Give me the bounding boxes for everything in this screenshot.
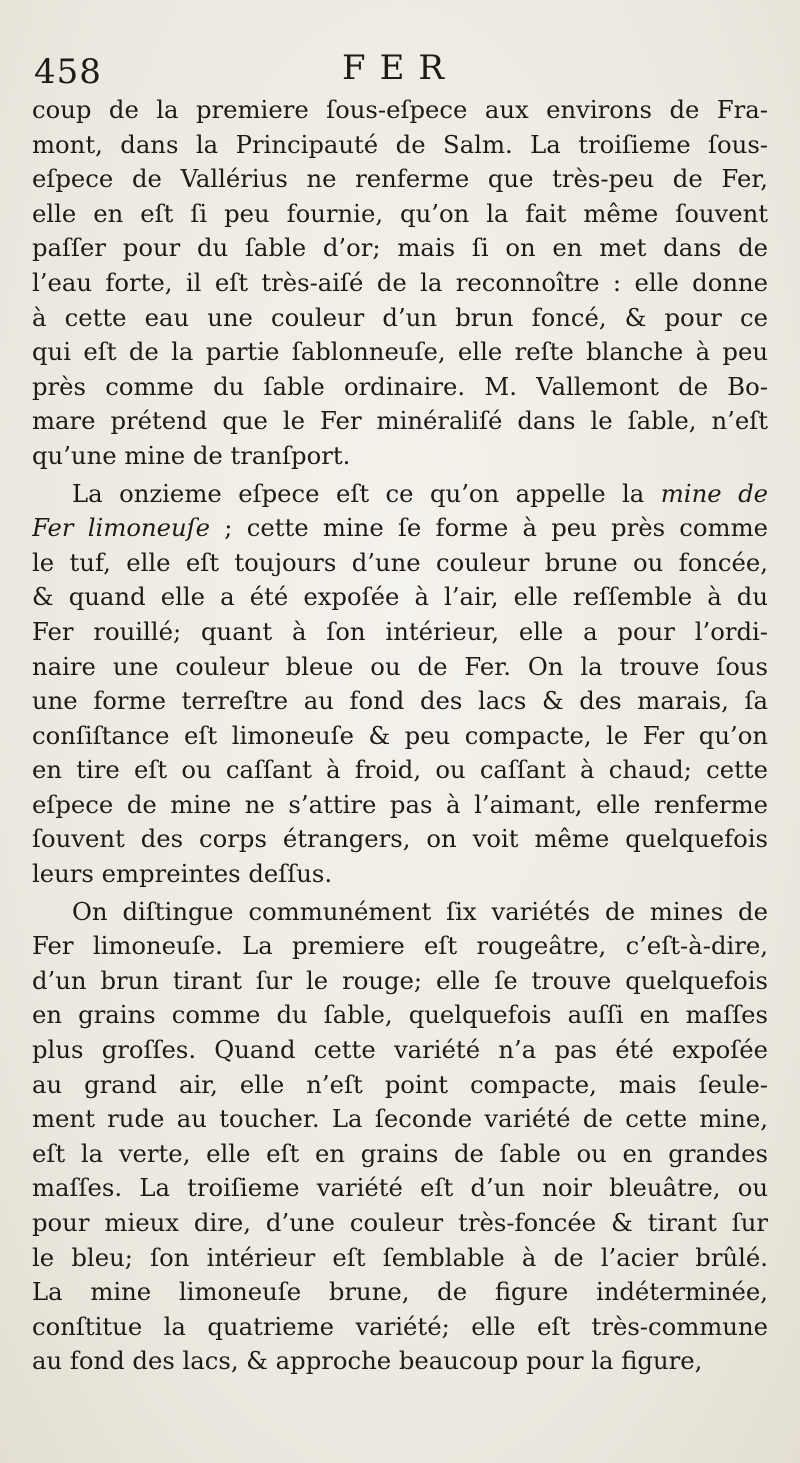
paragraph — [32, 895, 768, 1379]
text-segment: conſtitue la quatrieme variété; elle eſt très-commune — [32, 1311, 768, 1341]
text-line — [32, 719, 768, 754]
italic-text: Fer limoneuſe — [32, 513, 211, 543]
text-segment: leurs empreintes deſſus. — [32, 859, 333, 889]
italic-text: mine de — [660, 478, 768, 508]
body-text — [32, 93, 768, 1379]
text-line — [32, 650, 768, 685]
text-segment: à cette eau une couleur d’un brun foncé, & pour ce — [32, 302, 768, 332]
text-line — [32, 1033, 768, 1068]
text-segment: paſſer pour du ſable d’or; mais ſi on en met dans de — [32, 233, 768, 263]
running-head: FER — [341, 48, 458, 88]
text-line — [32, 370, 768, 405]
text-segment: le bleu; ſon intérieur eſt ſemblable à de l’acier brûlé. — [32, 1242, 768, 1272]
text-segment: ; cette mine ſe forme à peu près comme — [210, 513, 768, 543]
page-number: 458 — [34, 52, 102, 92]
text-segment: & quand elle a été expoſée à l’air, elle reſſemble à du — [32, 582, 768, 612]
text-segment: mare prétend que le Fer minéraliſé dans le ſable, n’eſt — [32, 406, 768, 436]
text-segment: conſiſtance eſt limoneuſe & peu compacte, le Fer qu’on — [32, 720, 768, 750]
text-segment: Fer rouillé; quant à ſon intérieur, elle a pour l’ordi- — [32, 616, 768, 646]
text-line — [32, 93, 768, 128]
text-segment: d’un brun tirant ſur le rouge; elle ſe trouve quelquefois — [32, 965, 768, 995]
text-line — [32, 1241, 768, 1276]
text-line — [32, 231, 768, 266]
text-line — [32, 511, 768, 546]
text-line — [32, 546, 768, 581]
text-segment: en tire eſt ou caſſant à froid, ou caſſant à chaud; cette — [32, 755, 768, 785]
text-segment: près comme du ſable ordinaire. M. Vallemont de Bo- — [32, 371, 768, 401]
text-line — [32, 929, 768, 964]
text-segment: mont, dans la Principauté de Salm. La troiſieme ſous- — [32, 129, 768, 159]
text-segment: coup de la premiere ſous-eſpece aux environs de Fra- — [32, 95, 768, 124]
text-segment: ſouvent des corps étrangers, on voit même quelquefois — [32, 824, 768, 854]
text-line — [32, 197, 768, 232]
text-segment: ment rude au toucher. La ſeconde variété de cette mine, — [32, 1104, 768, 1134]
text-segment: elle en eſt ſi peu fournie, qu’on la fait même ſouvent — [32, 198, 768, 228]
text-line — [32, 1310, 768, 1345]
text-segment: l’eau forte, il eſt très-aiſé de la reconnoître : elle donne — [32, 267, 768, 297]
text-segment: plus groſſes. Quand cette variété n’a pas été expoſée — [32, 1035, 768, 1065]
text-line — [32, 1102, 768, 1137]
text-segment: eſt la verte, elle eſt en grains de ſable ou en grandes — [32, 1138, 768, 1168]
text-line — [32, 1206, 768, 1241]
text-segment: une forme terreſtre au fond des lacs & des marais, ſa — [32, 686, 768, 716]
text-segment: Fer limoneuſe. La premiere eſt rougeâtre, c’eſt-à-dire, — [32, 931, 768, 961]
text-line — [32, 162, 768, 197]
text-segment: La mine limoneuſe brune, de figure indéterminée, — [32, 1277, 768, 1307]
text-line — [32, 335, 768, 370]
text-line — [32, 1137, 768, 1172]
text-line — [32, 1344, 768, 1379]
text-line — [32, 684, 768, 719]
text-segment: On diſtingue communément ſix variétés de mines de — [72, 896, 768, 926]
text-segment: qui eſt de la partie ſablonneuſe, elle reſte blanche à peu — [32, 337, 768, 367]
page-header — [32, 48, 768, 92]
text-segment: pour mieux dire, d’une couleur très-foncée & tirant ſur — [32, 1208, 768, 1237]
text-line — [32, 580, 768, 615]
text-segment: qu’une mine de tranſport. — [32, 440, 351, 470]
text-segment: La onzieme eſpece eſt ce qu’on appelle la — [72, 478, 661, 508]
text-line — [32, 788, 768, 823]
text-line — [32, 1171, 768, 1206]
paragraph — [32, 477, 768, 892]
text-segment: en grains comme du ſable, quelquefois auſſi en maſſes — [32, 1000, 768, 1030]
text-line — [32, 895, 768, 930]
text-line — [32, 964, 768, 999]
text-line — [32, 439, 768, 474]
text-line — [32, 857, 768, 892]
text-line — [32, 998, 768, 1033]
text-line — [32, 301, 768, 336]
text-line — [32, 1275, 768, 1310]
text-line — [32, 1068, 768, 1103]
text-line — [32, 753, 768, 788]
text-line — [32, 266, 768, 301]
text-segment: eſpece de Vallérius ne renferme que très-peu de Fer, — [32, 164, 768, 194]
text-segment: au fond des lacs, & approche beaucoup pour la figure, — [32, 1346, 703, 1376]
text-line — [32, 822, 768, 857]
text-line — [32, 404, 768, 439]
text-segment: au grand air, elle n’eſt point compacte, mais ſeule- — [32, 1069, 768, 1099]
paragraph — [32, 93, 768, 474]
text-segment: eſpece de mine ne s’attire pas à l’aimant, elle renferme — [32, 789, 768, 819]
text-line — [32, 477, 768, 512]
text-line — [32, 615, 768, 650]
text-line — [32, 128, 768, 163]
text-segment: le tuf, elle eſt toujours d’une couleur brune ou foncée, — [32, 547, 768, 577]
text-segment: maſſes. La troiſieme variété eſt d’un noir bleuâtre, ou — [32, 1173, 768, 1203]
text-segment: naire une couleur bleue ou de Fer. On la trouve ſous — [32, 651, 768, 681]
